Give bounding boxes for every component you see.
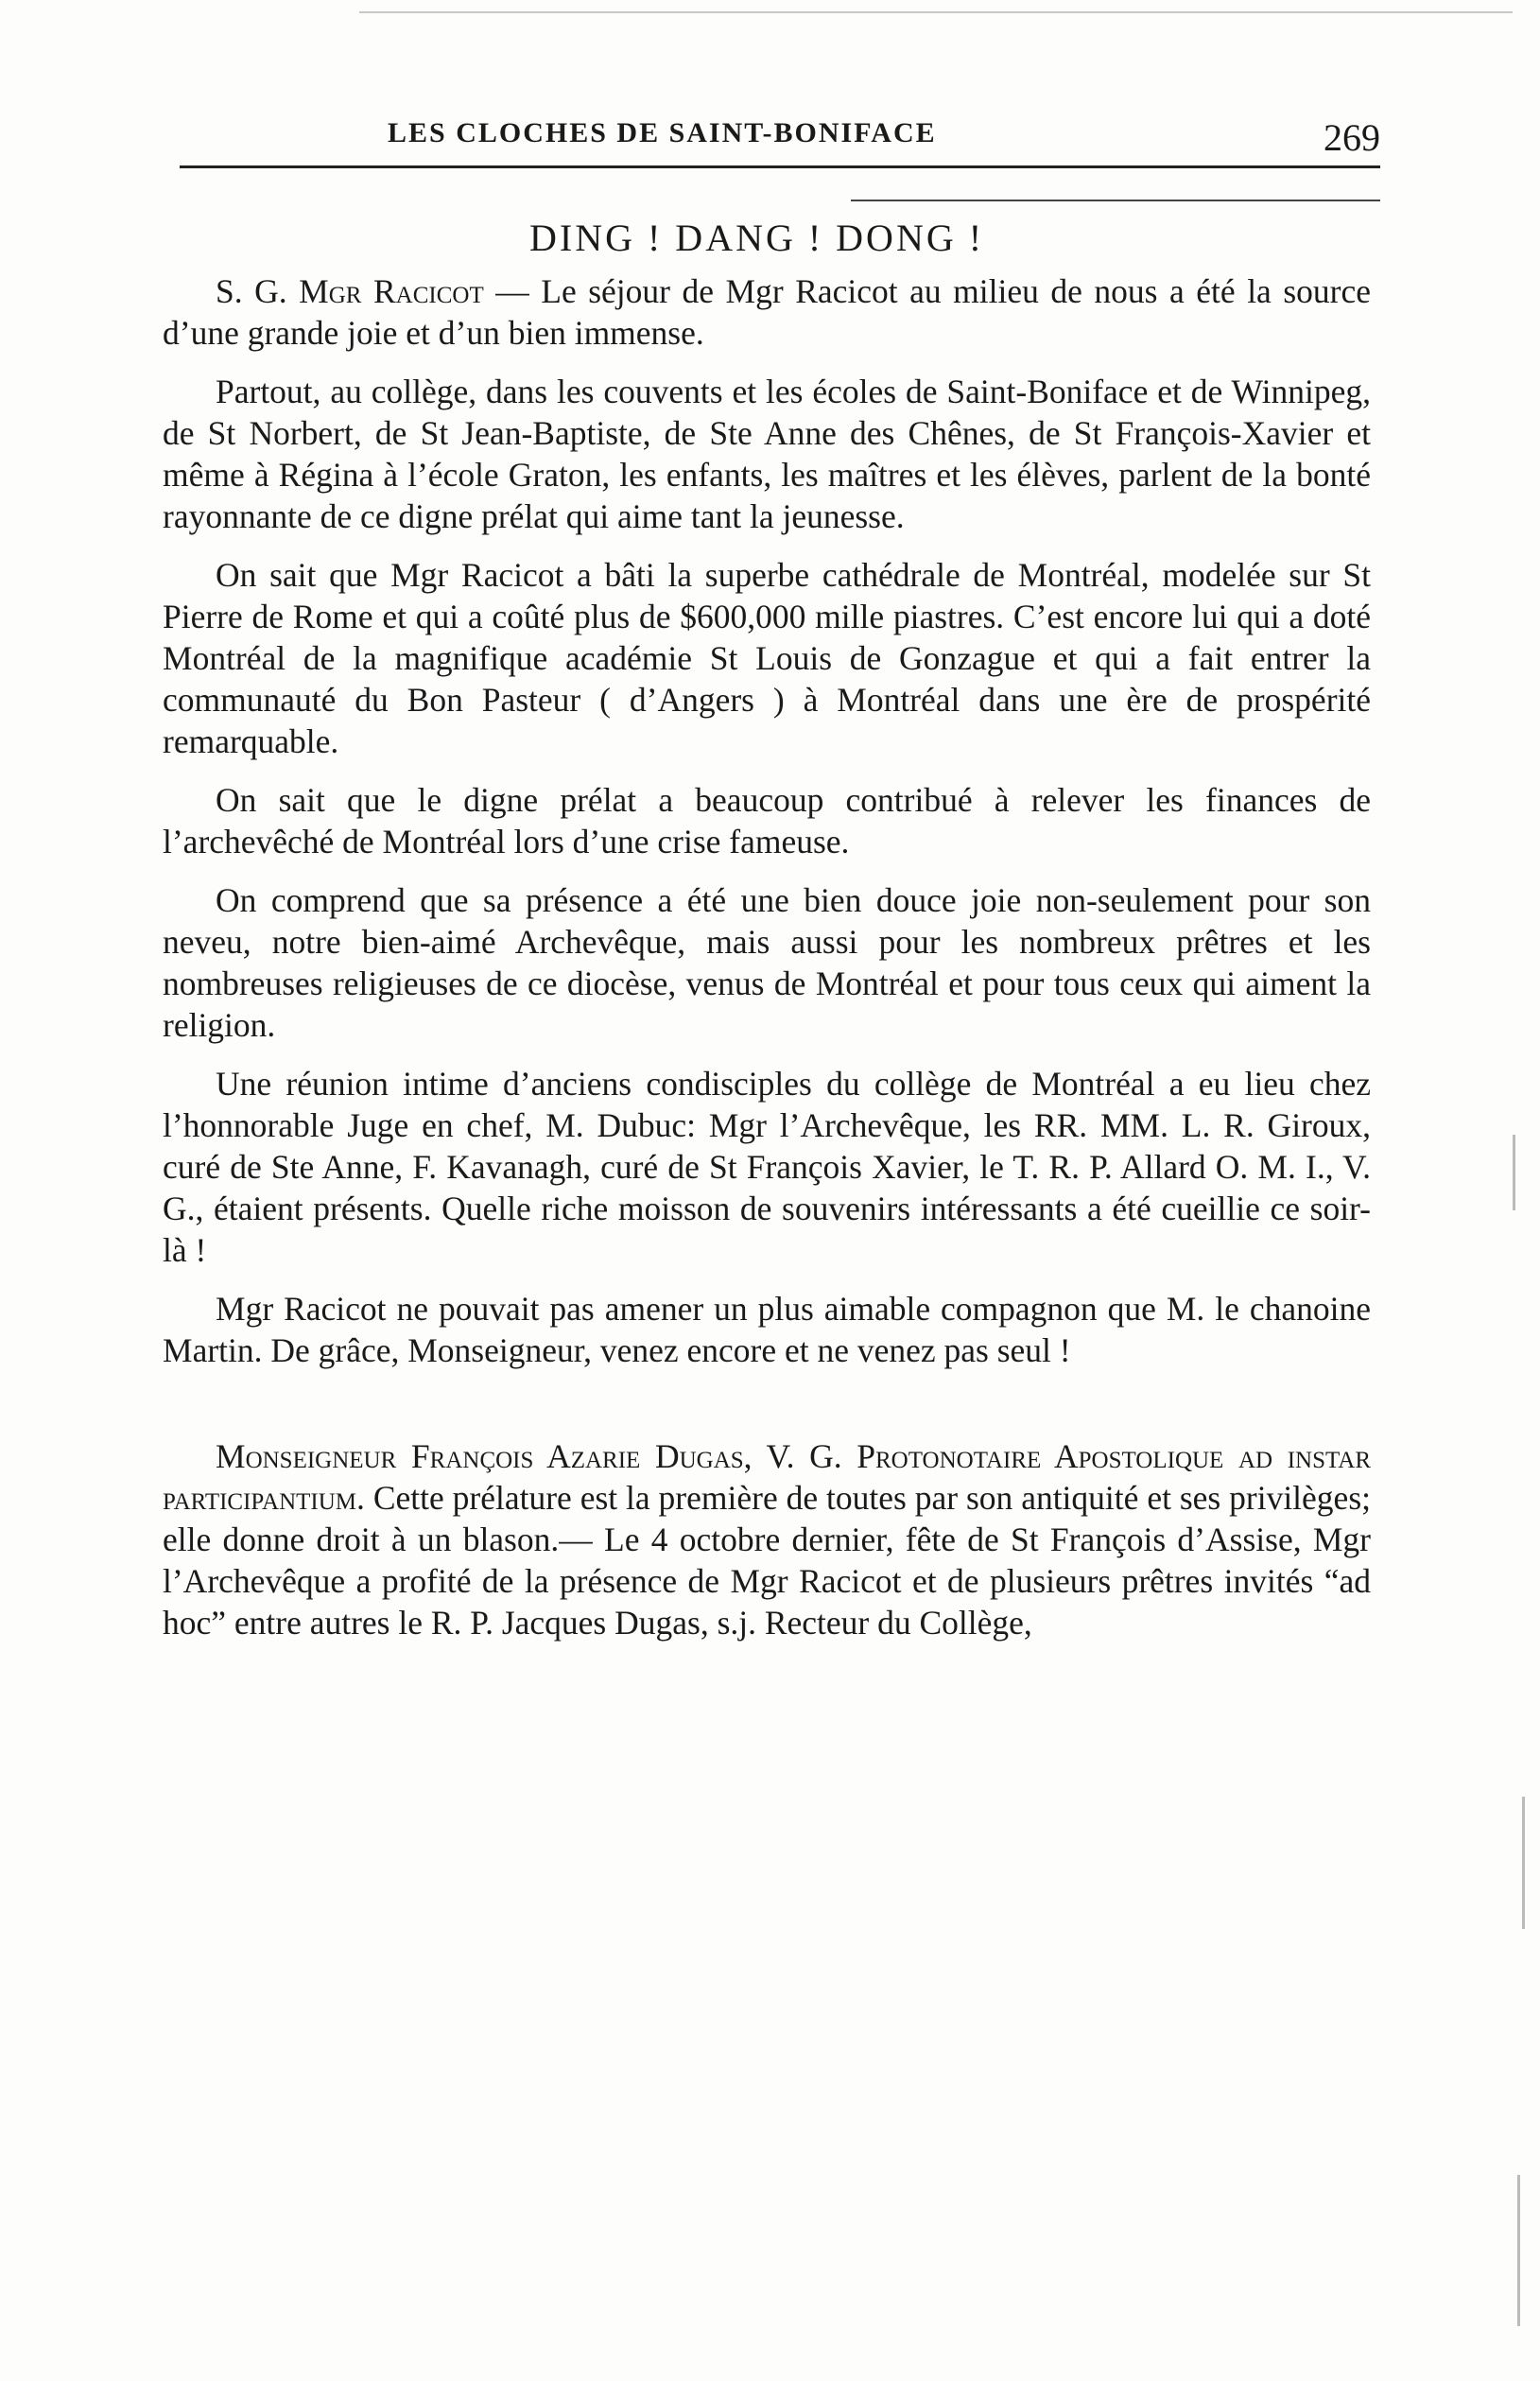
paragraph [163, 779, 1371, 862]
paragraph [163, 554, 1371, 762]
header-rule [180, 165, 1380, 168]
paragraph-text: On sait que Mgr Racicot a bâti la superbe cathédrale de Montréal, modelée sur St Pierre de Rome et qui a coûté plus de $600,000 mille piastres. C’est encore lui qui a doté Montréal de la magnifique académie St Louis de Gonzague et qui a fait entrer la communauté du Bon Pasteur ( d’Angers ) à Montréal dans une ère de prospérité remarquable. [163, 556, 1371, 760]
paragraph-text: Le séjour de Mgr Racicot au milieu de nous a été la source d’une grande joie et d’un bien immense. [163, 272, 1371, 352]
running-head [180, 110, 1380, 166]
paragraph [163, 1063, 1371, 1271]
paragraph [163, 1435, 1371, 1643]
body-text [163, 270, 1371, 1643]
scan-edge-rule [359, 11, 1513, 13]
paragraph-lead: Monseigneur François Azarie Dugas, V. G. Protonotaire Apostolique ad instar participantium. [163, 1437, 1371, 1517]
section-title: DING ! DANG ! DONG ! [529, 217, 985, 259]
paragraph [163, 879, 1371, 1046]
paragraph-text: Cette prélature est la première de toutes par son antiquité et ses privilèges; elle donne droit à un blason.— Le 4 octobre dernier, fête de St François d’Assise, Mgr l’Archevêque a profité de la présence de Mgr Racicot et de plusieurs prêtres invités “ad hoc” entre autres le R. P. Jacques Dugas, s.j. Recteur du Collège, [163, 1479, 1371, 1642]
paragraph-text: Mgr Racicot ne pouvait pas amener un plus aimable compagnon que M. le chanoine Martin. De grâce, Monseigneur, venez encore et ne venez pas seul ! [163, 1290, 1371, 1369]
page-number: 269 [1324, 116, 1380, 159]
paragraph-text: On comprend que sa présence a été une bien douce joie non-seulement pour son neveu, notre bien-aimé Archevêque, mais aussi pour les nombreux prêtres et les nombreuses religieuses de ce diocèse, venus de Montréal et pour tous ceux qui aiment la religion. [163, 881, 1371, 1044]
scan-speck [1513, 1135, 1515, 1210]
paragraph [163, 371, 1371, 537]
running-title: LES CLOCHES DE SAINT-BONIFACE [388, 117, 937, 148]
scan-speck [1522, 1797, 1525, 1929]
scan-speck [1517, 2175, 1520, 2326]
paragraph-text: On sait que le digne prélat a beaucoup contribué à relever les finances de l’archevêché de Montréal lors d’une crise fameuse. [163, 781, 1371, 860]
paragraph-lead: S. G. Mgr Racicot — [216, 272, 529, 310]
paragraph [163, 270, 1371, 354]
section-rule [851, 200, 1380, 201]
paragraph-text: Partout, au collège, dans les couvents et les écoles de Saint-Boniface et de Winnipeg, de St Norbert, de St Jean-Baptiste, de Ste Anne des Chênes, de St François-Xavier et même à Régina à l’école Graton, les enfants, les maîtres et les élèves, parlent de la bonté rayonnante de ce digne prélat qui aime tant la jeunesse. [163, 373, 1371, 535]
paragraph-text: Une réunion intime d’anciens condisciples du collège de Montréal a eu lieu chez l’honnorable Juge en chef, M. Dubuc: Mgr l’Archevêque, les RR. MM. L. R. Giroux, curé de Ste Anne, F. Kavanagh, curé de St François Xavier, le T. R. P. Allard O. M. I., V. G., étaient présents. Quelle riche moisson de souvenirs intéressants a été cueillie ce soir-là ! [163, 1065, 1371, 1269]
paragraph [163, 1288, 1371, 1371]
